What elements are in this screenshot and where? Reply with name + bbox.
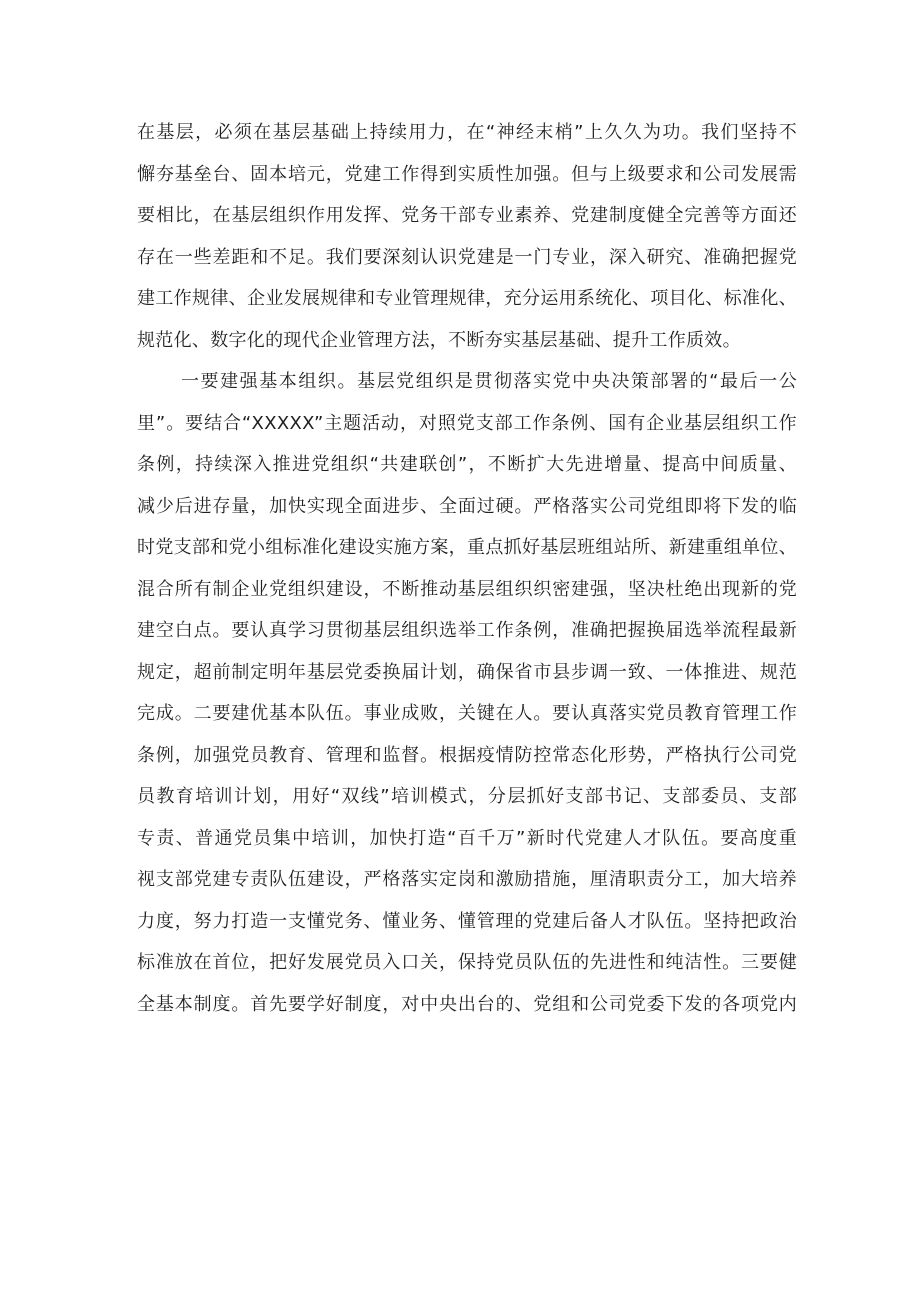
text-line: 时党支部和党小组标准化建设实施方案，重点抓好基层班组站所、新建重组单位、 (137, 537, 797, 558)
text-line: 员教育培训计划，用好“双线”培训模式，分层抓好支部书记、支部委员、支部 (137, 786, 797, 807)
text-line: 建工作规律、企业发展规律和专业管理规律，充分运用系统化、项目化、标准化、 (137, 288, 797, 309)
text-line: 混合所有制企业党组织建设，不断推动基层组织织密建强，坚决杜绝出现新的党 (137, 578, 797, 600)
text-line: 完成。二要建优基本队伍。事业成败，关键在人。要认真落实党员教育管理工作 (137, 703, 797, 724)
text-line: 专责、普通党员集中培训，加快打造“百千万”新时代党建人才队伍。要高度重 (137, 827, 797, 849)
text-line: 减少后进存量，加快实现全面进步、全面过硬。严格落实公司党组即将下发的临 (137, 495, 797, 517)
text-line: 建空白点。要认真学习贯彻基层组织选举工作条例，准确把握换届选举流程最新 (137, 620, 797, 641)
text-line: 里”。要结合“XXXXX”主题活动，对照党支部工作条例、国有企业基层组织工作 (137, 412, 797, 434)
text-line: 存在一些差距和不足。我们要深刻认识党建是一门专业，深入研究、准确把握党 (137, 246, 797, 268)
text-line: 条例，持续深入推进党组织“共建联创”，不断扩大先进增量、提高中间质量、 (137, 454, 797, 475)
text-line: 条例，加强党员教育、管理和监督。根据疫情防控常态化形势，严格执行公司党 (137, 744, 797, 766)
document-body (137, 112, 797, 1025)
text-line: 规范化、数字化的现代企业管理方法，不断夯实基层基础、提升工作质效。 (137, 329, 741, 351)
text-line: 视支部党建专责队伍建设，严格落实定岗和激励措施，厘清职责分工，加大培养 (137, 869, 797, 890)
text-line: 标准放在首位，把好发展党员入口关，保持党员队伍的先进性和纯洁性。三要健 (137, 952, 797, 973)
text-line: 懈夯基垒台、固本培元，党建工作得到实质性加强。但与上级要求和公司发展需 (137, 163, 797, 185)
text-line: 要相比，在基层组织作用发挥、党务干部专业素养、党建制度健全完善等方面还 (137, 205, 797, 226)
text-line: 在基层，必须在基层基础上持续用力，在“神经末梢”上久久为功。我们坚持不 (137, 122, 797, 143)
paragraph-first-line: 一要建强基本组织。基层党组织是贯彻落实党中央决策部署的“最后一公 (181, 371, 797, 392)
text-line: 力度，努力打造一支懂党务、懂业务、懂管理的党建后备人才队伍。坚持把政治 (137, 910, 797, 932)
text-line: 全基本制度。首先要学好制度，对中央出台的、党组和公司党委下发的各项党内 (137, 993, 797, 1015)
text-line: 规定，超前制定明年基层党委换届计划，确保省市县步调一致、一体推进、规范 (137, 661, 797, 683)
